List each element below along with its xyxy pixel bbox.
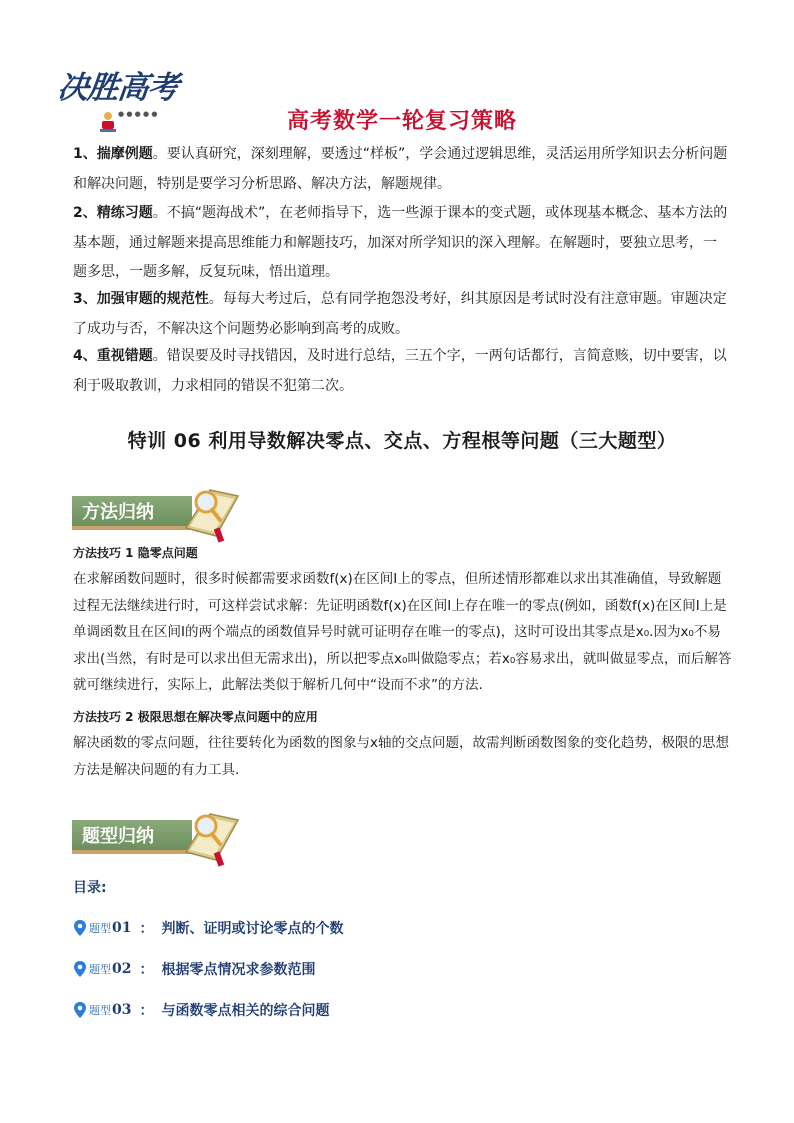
strategy-body: 。不搞“题海战术”，在老师指导下，选一些源于课本的变式题，或体现基本概念、基本方法的基本题，通过解题来提高思维能力和解题技巧，加深对所学知识的深入理解。在解题时，要独立思考，一题多思，一题多解，反复玩味，悟出道理。 (73, 205, 728, 280)
book-magnifier-icon (180, 806, 242, 868)
methods-banner (72, 482, 242, 544)
strategy-head: 1、揣摩例题 (73, 146, 153, 162)
strategy-paragraph-4 (73, 342, 728, 401)
toc-separator: ： (139, 962, 154, 978)
toc-number: 02 (112, 961, 132, 977)
toc-label: 目录: (73, 880, 107, 896)
toc-tag: 题型 (89, 963, 111, 976)
tip-body-2: 解决函数的零点问题，往往要转化为函数的图象与x轴的交点问题，故需判断函数图象的变化趋势，极限的思想方法是解决问题的有力工具. (73, 735, 729, 778)
book-magnifier-icon (180, 482, 242, 544)
toc-tag: 题型 (89, 922, 111, 935)
location-pin-icon (73, 919, 87, 937)
tip-title-1: 方法技巧 1 隐零点问题 (73, 546, 198, 560)
page-title: 高考数学一轮复习策略 (286, 109, 517, 134)
toc-number: 01 (112, 920, 132, 936)
logo-subtext: ● ● ● ● ● (118, 110, 158, 118)
strategy-paragraph-3 (73, 285, 728, 344)
strategy-body: 。要认真研究，深刻理解，要透过“样板”，学会通过逻辑思维，灵活运用所学知识去分析问题和解决问题，特别是要学习分析思路、解决方法，解题规律。 (73, 146, 728, 192)
toc-text: 与函数零点相关的综合问题 (161, 1003, 330, 1019)
toc-number: 03 (112, 1002, 132, 1018)
toc-item-01[interactable] (73, 916, 343, 940)
strategy-body: 。每每大考过后，总有同学抱怨没考好，纠其原因是考试时没有注意审题。审题决定了成功与否，不解决这个问题势必影响到高考的成败。 (73, 291, 727, 337)
logo-text: 决胜高考 (55, 70, 180, 106)
toc-item-03[interactable] (73, 998, 329, 1022)
tip-title-2: 方法技巧 2 极限思想在解决零点问题中的应用 (73, 710, 318, 724)
toc-tag: 题型 (89, 1004, 111, 1017)
toc-text: 根据零点情况求参数范围 (161, 962, 316, 978)
types-banner (72, 806, 242, 868)
toc-item-02[interactable] (73, 957, 315, 981)
location-pin-icon (73, 960, 87, 978)
toc-separator: ： (139, 1003, 154, 1019)
strategy-head: 2、精练习题 (73, 205, 153, 221)
toc-separator: ： (139, 921, 154, 937)
strategy-body: 。错误要及时寻找错因，及时进行总结，三五个字，一两句话都行，言简意赅，切中要害，以利于吸取教训，力求相同的错误不犯第二次。 (73, 348, 727, 394)
toc-text: 判断、证明或讨论零点的个数 (161, 921, 344, 937)
types-banner-label: 题型归纳 (72, 820, 192, 854)
strategy-paragraph-1 (73, 140, 728, 199)
tip-body-1: 在求解函数问题时，很多时候都需要求函数f(x)在区间I上的零点，但所述情形都难以求出其准确值，导致解题过程无法继续进行时，可这样尝试求解：先证明函数f(x)在区间I上存在唯一的零点(例如，函数f(x)在区间I上是单调函数且在区间I的两个端点的函数值异号时就可证明存在唯一的零点)，这时可设出其零点是x₀.因为x₀不易求出(当然，有时是可以求出但无需求出)，所以把零点x₀叫做隐零点；若x₀容易求出，就叫做显零点，而后解答就可继续进行，实际上，此解法类似于解析几何中“设而不求”的方法. (73, 571, 732, 693)
methods-banner-label: 方法归纳 (72, 496, 192, 530)
strategy-head: 4、重视错题 (73, 348, 153, 364)
location-pin-icon (73, 1001, 87, 1019)
strategy-paragraph-2 (73, 199, 728, 288)
strategy-head: 3、加强审题的规范性 (73, 291, 209, 307)
section-title: 特训 06 利用导数解决零点、交点、方程根等问题（三大题型） (127, 430, 677, 452)
